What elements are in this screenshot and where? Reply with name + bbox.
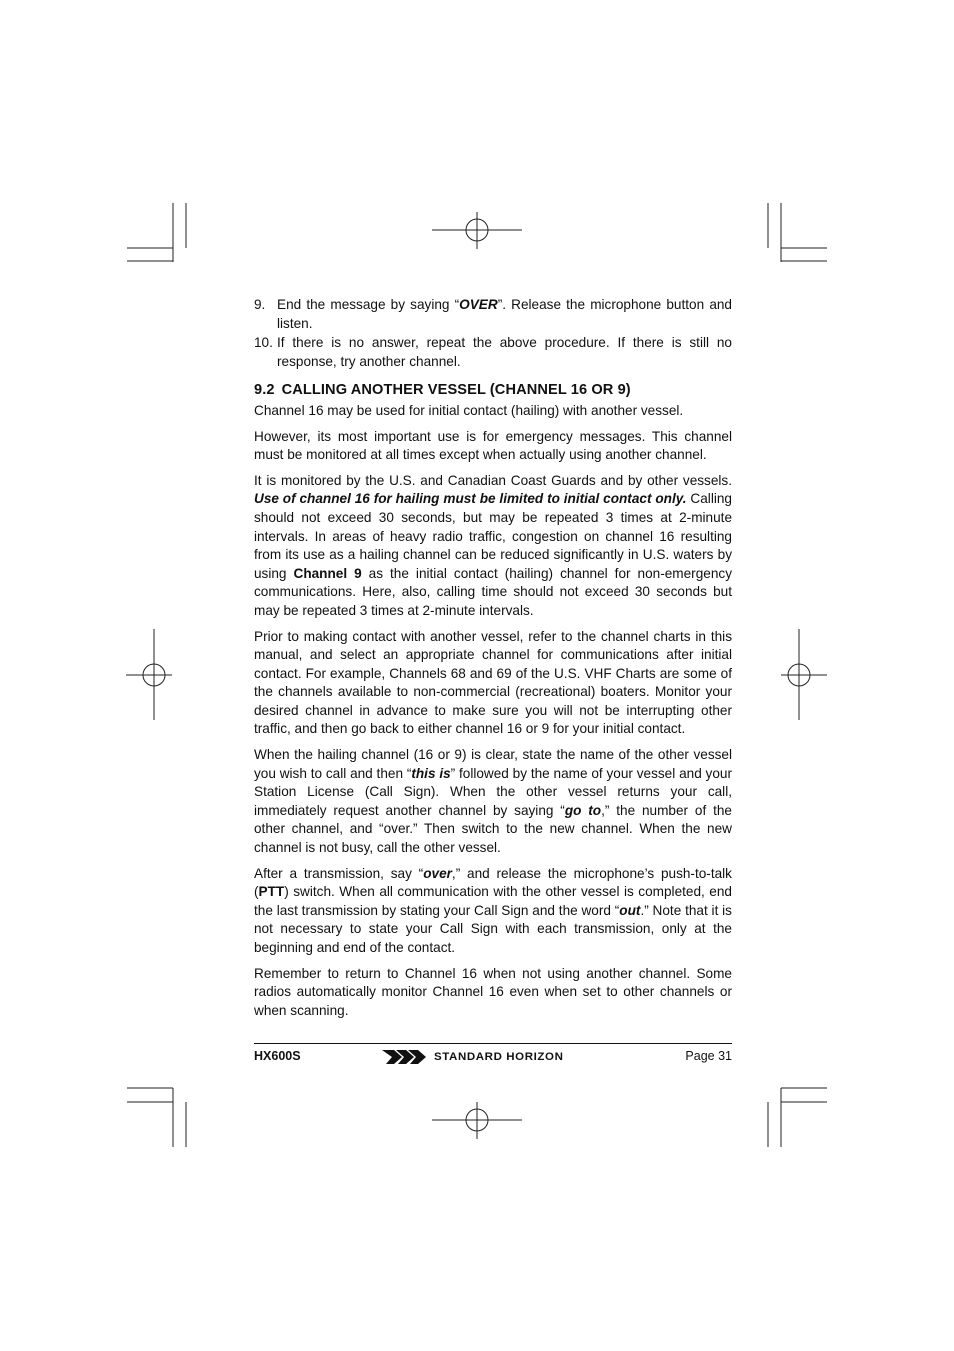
text-run: ,” the number of the other channel, and “over.” Then switch to the new channel. When the new channel is not busy, call the other vessel. <box>254 802 732 856</box>
text-run: .” Note that it is not necessary to state your Call Sign with each transmission, only at the beginning and end of the contact. <box>254 902 732 955</box>
section-title: CALLING ANOTHER VESSEL (CHANNEL 16 OR 9) <box>281 382 631 399</box>
step-number: 10. <box>254 335 273 351</box>
paragraph <box>254 472 732 621</box>
text-run: After a transmission, say “ <box>254 865 424 881</box>
brand-name: STANDARD HORIZON <box>434 1050 564 1063</box>
emphasis-ptt: PTT <box>258 884 285 900</box>
emphasis-over: OVER <box>459 297 498 312</box>
text-run: Calling should not exceed 30 seconds, but may be repeated 3 times at 2-minute intervals. In areas of heavy radio traffic, congestion on channel 16 resulting from its use as a hailing channel can be reduced significantly in U.S. waters by using <box>254 491 732 581</box>
section-heading <box>254 381 732 400</box>
steps-list <box>254 296 732 371</box>
paragraph <box>254 865 732 958</box>
emphasis-out: out <box>619 902 641 918</box>
page-number: Page 31 <box>685 1049 732 1063</box>
paragraph: Remember to return to Channel 16 when not using another channel. Some radios automatically monitor Channel 16 even when set to other channels or when scanning. <box>254 965 732 1018</box>
step-text: ”. Release the microphone button and listen. <box>277 297 732 331</box>
step-text: End the message by saying “ <box>277 297 460 312</box>
text-run: When the hailing channel (16 or 9) is clear, state the name of the other vessel you wish to call and then “ <box>254 747 732 781</box>
model-name: HX600S <box>254 1049 301 1063</box>
emphasis-hailing-rule: Use of channel 16 for hailing must be limited to initial contact only. <box>254 491 687 507</box>
paragraph: However, its most important use is for emergency messages. This channel must be monitored at all times except when actually using another channel. <box>254 428 732 463</box>
step-number: 9. <box>254 297 266 312</box>
paragraph: Channel 16 may be used for initial contact (hailing) with another vessel. <box>254 402 684 418</box>
brand-mark-icon <box>382 1049 426 1064</box>
text-run: It is monitored by the U.S. and Canadian Coast Guards and by other vessels. <box>254 472 732 488</box>
text-run: ) switch. When all communication with the other vessel is completed, end the last transmission by stating your Call Sign and the word “ <box>254 884 732 918</box>
emphasis-channel-9: Channel 9 <box>293 565 362 581</box>
paragraph <box>254 746 732 858</box>
list-item <box>254 296 732 333</box>
page-content <box>254 296 732 1027</box>
text-run: ,” and release the microphone’s push-to-talk ( <box>254 865 732 900</box>
list-item <box>254 334 732 371</box>
text-run: as the initial contact (hailing) channel for non-emergency communications. Here, also, calling time should not exceed 30 seconds but may be repeated 3 times at 2-minute intervals. <box>254 565 732 618</box>
section-number: 9.2 <box>254 382 275 399</box>
step-text: If there is no answer, repeat the above procedure. If there is still no response, try another channel. <box>277 335 732 369</box>
page-footer <box>254 1043 732 1068</box>
text-run: ” followed by the name of your vessel and your Station License (Call Sign). When the other vessel returns your call, immediately request another channel by saying “ <box>254 765 732 818</box>
emphasis-this-is: this is <box>411 765 451 781</box>
emphasis-over: over <box>423 865 452 881</box>
emphasis-go-to: go to <box>564 802 602 818</box>
brand-logo <box>382 1048 564 1065</box>
paragraph: Prior to making contact with another vessel, refer to the channel charts in this manual, and select an appropriate channel for communications after initial contact. For example, Channels 68 and 69 of the U.S. VHF Charts are some of the channels available to non-commercial (recreational) boaters. Monitor your desired channel in advance to make sure you will not be interrupting other traffic, and then go back to either channel 16 or 9 for your initial contact. <box>254 628 732 737</box>
